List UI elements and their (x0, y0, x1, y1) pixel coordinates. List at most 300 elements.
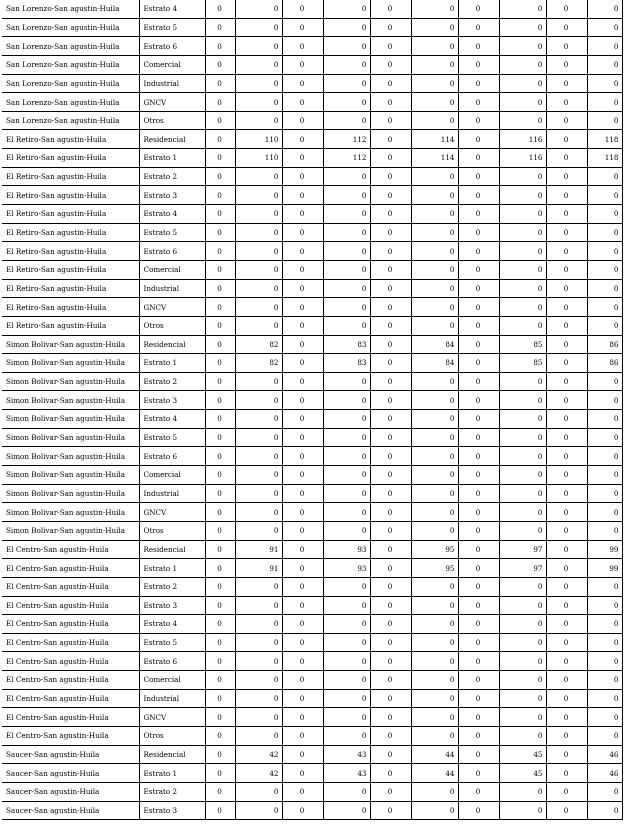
value-cell: 0 (282, 205, 323, 224)
value-cell: 0 (282, 130, 323, 149)
value-cell: 0 (411, 726, 458, 745)
value-cell: 0 (235, 428, 282, 447)
category-cell: Residencial (139, 335, 205, 354)
value-cell: 0 (205, 37, 235, 56)
value-cell: 0 (282, 726, 323, 745)
value-cell: 0 (411, 93, 458, 112)
value-cell: 0 (323, 316, 370, 335)
category-cell: Comercial (139, 260, 205, 279)
value-cell: 0 (235, 391, 282, 410)
location-cell: San Lorenzo-San agustin-Huila (2, 37, 139, 56)
location-cell: El Retiro-San agustin-Huila (2, 316, 139, 335)
value-cell: 0 (546, 671, 587, 690)
value-cell: 0 (205, 242, 235, 261)
value-cell: 0 (458, 205, 499, 224)
value-cell: 0 (458, 726, 499, 745)
table-row (2, 521, 622, 540)
location-cell: Saucer-San agustin-Huila (2, 764, 139, 783)
value-cell: 0 (458, 410, 499, 429)
category-cell: Estrato 5 (139, 633, 205, 652)
value-cell: 116 (499, 130, 546, 149)
value-cell: 0 (587, 726, 622, 745)
table-row (2, 316, 622, 335)
category-cell: Estrato 4 (139, 205, 205, 224)
value-cell: 0 (546, 521, 587, 540)
value-cell: 0 (499, 633, 546, 652)
value-cell: 0 (546, 242, 587, 261)
value-cell: 0 (205, 55, 235, 74)
value-cell: 0 (546, 391, 587, 410)
value-cell: 0 (546, 745, 587, 764)
location-cell: Saucer-San agustin-Huila (2, 745, 139, 764)
location-cell: El Retiro-San agustin-Huila (2, 205, 139, 224)
value-cell: 99 (587, 559, 622, 578)
value-cell: 43 (323, 745, 370, 764)
value-cell: 0 (282, 111, 323, 130)
value-cell: 0 (370, 242, 411, 261)
value-cell: 0 (235, 410, 282, 429)
value-cell: 0 (323, 410, 370, 429)
value-cell: 0 (411, 447, 458, 466)
value-cell: 0 (323, 167, 370, 186)
value-cell: 0 (546, 167, 587, 186)
value-cell: 0 (370, 559, 411, 578)
value-cell: 0 (411, 111, 458, 130)
table-row (2, 689, 622, 708)
value-cell: 0 (282, 0, 323, 18)
value-cell: 0 (458, 447, 499, 466)
category-cell: Comercial (139, 466, 205, 485)
value-cell: 0 (205, 167, 235, 186)
value-cell: 0 (411, 801, 458, 820)
value-cell: 0 (458, 633, 499, 652)
value-cell: 0 (205, 466, 235, 485)
value-cell: 0 (370, 410, 411, 429)
value-cell: 0 (235, 372, 282, 391)
table-row (2, 167, 622, 186)
value-cell: 0 (370, 633, 411, 652)
value-cell: 0 (587, 279, 622, 298)
location-cell: El Retiro-San agustin-Huila (2, 149, 139, 168)
value-cell: 0 (546, 205, 587, 224)
value-cell: 0 (205, 782, 235, 801)
value-cell: 0 (411, 279, 458, 298)
location-cell: El Retiro-San agustin-Huila (2, 167, 139, 186)
value-cell: 0 (587, 316, 622, 335)
table-row (2, 260, 622, 279)
value-cell: 0 (205, 447, 235, 466)
value-cell: 0 (370, 223, 411, 242)
value-cell: 0 (546, 708, 587, 727)
value-cell: 0 (411, 186, 458, 205)
value-cell: 0 (282, 764, 323, 783)
location-cell: El Centro-San agustin-Huila (2, 596, 139, 615)
value-cell: 0 (587, 372, 622, 391)
value-cell: 0 (370, 205, 411, 224)
category-cell: Estrato 4 (139, 0, 205, 18)
value-cell: 0 (282, 671, 323, 690)
value-cell: 0 (458, 0, 499, 18)
value-cell: 0 (411, 55, 458, 74)
value-cell: 110 (235, 130, 282, 149)
value-cell: 0 (499, 37, 546, 56)
value-cell: 0 (205, 633, 235, 652)
value-cell: 0 (323, 447, 370, 466)
category-cell: GNCV (139, 93, 205, 112)
value-cell: 0 (370, 260, 411, 279)
value-cell: 0 (546, 279, 587, 298)
value-cell: 0 (235, 466, 282, 485)
category-cell: Estrato 5 (139, 428, 205, 447)
table-row (2, 428, 622, 447)
value-cell: 0 (587, 167, 622, 186)
value-cell: 0 (411, 782, 458, 801)
value-cell: 44 (411, 745, 458, 764)
value-cell: 0 (235, 689, 282, 708)
value-cell: 0 (323, 615, 370, 634)
value-cell: 0 (205, 596, 235, 615)
value-cell: 0 (499, 484, 546, 503)
location-cell: El Centro-San agustin-Huila (2, 708, 139, 727)
value-cell: 0 (205, 18, 235, 37)
value-cell: 0 (370, 466, 411, 485)
location-cell: San Lorenzo-San agustin-Huila (2, 111, 139, 130)
category-cell: Industrial (139, 74, 205, 93)
category-cell: Estrato 1 (139, 354, 205, 373)
table-row (2, 242, 622, 261)
value-cell: 0 (411, 37, 458, 56)
value-cell: 0 (411, 671, 458, 690)
value-cell: 0 (499, 577, 546, 596)
location-cell: Simon Bolivar-San agustin-Huila (2, 484, 139, 503)
value-cell: 110 (235, 149, 282, 168)
category-cell: GNCV (139, 708, 205, 727)
location-cell: El Retiro-San agustin-Huila (2, 298, 139, 317)
value-cell: 0 (546, 559, 587, 578)
value-cell: 0 (546, 615, 587, 634)
value-cell: 0 (370, 0, 411, 18)
value-cell: 0 (546, 37, 587, 56)
value-cell: 0 (587, 671, 622, 690)
value-cell: 0 (499, 279, 546, 298)
location-cell: El Centro-San agustin-Huila (2, 577, 139, 596)
value-cell: 0 (370, 298, 411, 317)
table-row (2, 652, 622, 671)
category-cell: Estrato 6 (139, 242, 205, 261)
value-cell: 114 (411, 149, 458, 168)
value-cell: 0 (458, 223, 499, 242)
value-cell: 0 (411, 428, 458, 447)
value-cell: 0 (587, 18, 622, 37)
category-cell: Otros (139, 726, 205, 745)
value-cell: 0 (205, 615, 235, 634)
value-cell: 0 (370, 167, 411, 186)
value-cell: 0 (411, 521, 458, 540)
value-cell: 0 (499, 316, 546, 335)
value-cell: 0 (458, 466, 499, 485)
value-cell: 0 (235, 633, 282, 652)
value-cell: 95 (411, 540, 458, 559)
value-cell: 0 (499, 167, 546, 186)
table-row (2, 671, 622, 690)
value-cell: 0 (370, 372, 411, 391)
value-cell: 95 (411, 559, 458, 578)
value-cell: 0 (499, 223, 546, 242)
value-cell: 0 (323, 428, 370, 447)
value-cell: 118 (587, 149, 622, 168)
value-cell: 0 (458, 316, 499, 335)
value-cell: 0 (282, 279, 323, 298)
table-row (2, 447, 622, 466)
value-cell: 0 (499, 615, 546, 634)
value-cell: 0 (205, 205, 235, 224)
value-cell: 0 (323, 484, 370, 503)
value-cell: 0 (205, 540, 235, 559)
value-cell: 0 (205, 298, 235, 317)
category-cell: Residencial (139, 540, 205, 559)
table-row (2, 18, 622, 37)
value-cell: 93 (323, 559, 370, 578)
value-cell: 0 (499, 205, 546, 224)
value-cell: 0 (499, 298, 546, 317)
value-cell: 82 (235, 354, 282, 373)
value-cell: 0 (587, 503, 622, 522)
table-row (2, 708, 622, 727)
value-cell: 0 (323, 521, 370, 540)
category-cell: Comercial (139, 671, 205, 690)
value-cell: 0 (235, 708, 282, 727)
value-cell: 0 (282, 428, 323, 447)
category-cell: Estrato 3 (139, 186, 205, 205)
location-cell: Simon Bolivar-San agustin-Huila (2, 335, 139, 354)
value-cell: 0 (458, 93, 499, 112)
value-cell: 0 (282, 74, 323, 93)
value-cell: 0 (235, 18, 282, 37)
table-row (2, 279, 622, 298)
value-cell: 0 (546, 130, 587, 149)
value-cell: 0 (458, 111, 499, 130)
value-cell: 0 (587, 223, 622, 242)
table-row (2, 130, 622, 149)
value-cell: 0 (235, 205, 282, 224)
value-cell: 0 (411, 391, 458, 410)
value-cell: 0 (499, 447, 546, 466)
value-cell: 0 (458, 764, 499, 783)
table-row (2, 577, 622, 596)
table-row (2, 372, 622, 391)
category-cell: Estrato 5 (139, 223, 205, 242)
table-row (2, 466, 622, 485)
value-cell: 0 (235, 782, 282, 801)
location-cell: Simon Bolivar-San agustin-Huila (2, 391, 139, 410)
value-cell: 0 (370, 689, 411, 708)
value-cell: 0 (411, 652, 458, 671)
value-cell: 0 (323, 596, 370, 615)
value-cell: 0 (235, 37, 282, 56)
value-cell: 0 (235, 503, 282, 522)
location-cell: Simon Bolivar-San agustin-Huila (2, 410, 139, 429)
value-cell: 86 (587, 354, 622, 373)
value-cell: 0 (499, 93, 546, 112)
value-cell: 0 (235, 801, 282, 820)
value-cell: 0 (546, 149, 587, 168)
table-row (2, 93, 622, 112)
value-cell: 0 (411, 689, 458, 708)
value-cell: 0 (458, 559, 499, 578)
table-row (2, 186, 622, 205)
value-cell: 0 (370, 745, 411, 764)
value-cell: 0 (458, 279, 499, 298)
value-cell: 0 (282, 484, 323, 503)
value-cell: 0 (205, 726, 235, 745)
value-cell: 0 (205, 149, 235, 168)
location-cell: San Lorenzo-San agustin-Huila (2, 55, 139, 74)
location-cell: El Retiro-San agustin-Huila (2, 242, 139, 261)
value-cell: 91 (235, 559, 282, 578)
value-cell: 0 (587, 55, 622, 74)
value-cell: 0 (205, 111, 235, 130)
location-cell: Simon Bolivar-San agustin-Huila (2, 354, 139, 373)
value-cell: 0 (282, 316, 323, 335)
value-cell: 0 (499, 0, 546, 18)
value-cell: 0 (499, 521, 546, 540)
value-cell: 0 (370, 111, 411, 130)
value-cell: 0 (411, 484, 458, 503)
category-cell: Estrato 5 (139, 18, 205, 37)
location-cell: El Retiro-San agustin-Huila (2, 186, 139, 205)
value-cell: 0 (235, 279, 282, 298)
value-cell: 0 (499, 111, 546, 130)
value-cell: 0 (499, 242, 546, 261)
value-cell: 0 (458, 260, 499, 279)
value-cell: 0 (235, 652, 282, 671)
value-cell: 0 (499, 260, 546, 279)
value-cell: 0 (458, 577, 499, 596)
value-cell: 0 (458, 335, 499, 354)
value-cell: 0 (235, 484, 282, 503)
value-cell: 0 (587, 260, 622, 279)
value-cell: 84 (411, 354, 458, 373)
category-cell: Estrato 3 (139, 801, 205, 820)
value-cell: 0 (370, 503, 411, 522)
value-cell: 0 (370, 279, 411, 298)
value-cell: 42 (235, 764, 282, 783)
location-cell: El Centro-San agustin-Huila (2, 689, 139, 708)
value-cell: 0 (587, 298, 622, 317)
value-cell: 0 (323, 223, 370, 242)
value-cell: 0 (370, 186, 411, 205)
value-cell: 0 (282, 652, 323, 671)
value-cell: 0 (323, 18, 370, 37)
value-cell: 0 (546, 540, 587, 559)
table-row (2, 503, 622, 522)
value-cell: 0 (323, 671, 370, 690)
value-cell: 0 (282, 521, 323, 540)
category-cell: Otros (139, 316, 205, 335)
value-cell: 0 (458, 540, 499, 559)
table-row (2, 633, 622, 652)
value-cell: 118 (587, 130, 622, 149)
value-cell: 0 (235, 0, 282, 18)
value-cell: 0 (235, 223, 282, 242)
value-cell: 83 (323, 354, 370, 373)
value-cell: 0 (235, 260, 282, 279)
value-cell: 0 (205, 708, 235, 727)
value-cell: 0 (282, 615, 323, 634)
value-cell: 0 (205, 354, 235, 373)
value-cell: 0 (458, 130, 499, 149)
value-cell: 0 (235, 55, 282, 74)
value-cell: 0 (370, 764, 411, 783)
value-cell: 0 (546, 633, 587, 652)
value-cell: 0 (587, 37, 622, 56)
value-cell: 0 (546, 93, 587, 112)
category-cell: Comercial (139, 55, 205, 74)
location-cell: El Centro-San agustin-Huila (2, 726, 139, 745)
value-cell: 0 (370, 521, 411, 540)
value-cell: 0 (458, 37, 499, 56)
value-cell: 46 (587, 764, 622, 783)
value-cell: 0 (370, 316, 411, 335)
value-cell: 0 (458, 391, 499, 410)
value-cell: 42 (235, 745, 282, 764)
value-cell: 0 (411, 708, 458, 727)
table-row (2, 149, 622, 168)
value-cell: 0 (458, 745, 499, 764)
value-cell: 0 (587, 652, 622, 671)
value-cell: 0 (282, 55, 323, 74)
category-cell: Estrato 2 (139, 167, 205, 186)
value-cell: 45 (499, 745, 546, 764)
location-cell: Simon Bolivar-San agustin-Huila (2, 521, 139, 540)
location-cell: San Lorenzo-San agustin-Huila (2, 18, 139, 37)
value-cell: 0 (587, 577, 622, 596)
category-cell: Otros (139, 521, 205, 540)
value-cell: 0 (499, 708, 546, 727)
category-cell: Estrato 1 (139, 149, 205, 168)
value-cell: 0 (370, 671, 411, 690)
value-cell: 0 (282, 447, 323, 466)
value-cell: 0 (499, 372, 546, 391)
value-cell: 0 (546, 18, 587, 37)
value-cell: 0 (587, 708, 622, 727)
value-cell: 0 (282, 577, 323, 596)
table-row (2, 223, 622, 242)
category-cell: Industrial (139, 689, 205, 708)
value-cell: 0 (323, 708, 370, 727)
value-cell: 0 (587, 615, 622, 634)
value-cell: 0 (370, 708, 411, 727)
table-row (2, 596, 622, 615)
category-cell: Estrato 4 (139, 410, 205, 429)
value-cell: 0 (282, 298, 323, 317)
location-cell: Simon Bolivar-San agustin-Huila (2, 466, 139, 485)
value-cell: 0 (205, 93, 235, 112)
value-cell: 97 (499, 540, 546, 559)
category-cell: GNCV (139, 503, 205, 522)
value-cell: 0 (411, 298, 458, 317)
value-cell: 0 (205, 279, 235, 298)
value-cell: 0 (458, 167, 499, 186)
value-cell: 0 (235, 726, 282, 745)
value-cell: 0 (587, 447, 622, 466)
value-cell: 0 (235, 186, 282, 205)
value-cell: 0 (587, 484, 622, 503)
value-cell: 0 (458, 55, 499, 74)
value-cell: 0 (458, 689, 499, 708)
value-cell: 0 (458, 372, 499, 391)
location-cell: El Centro-San agustin-Huila (2, 671, 139, 690)
